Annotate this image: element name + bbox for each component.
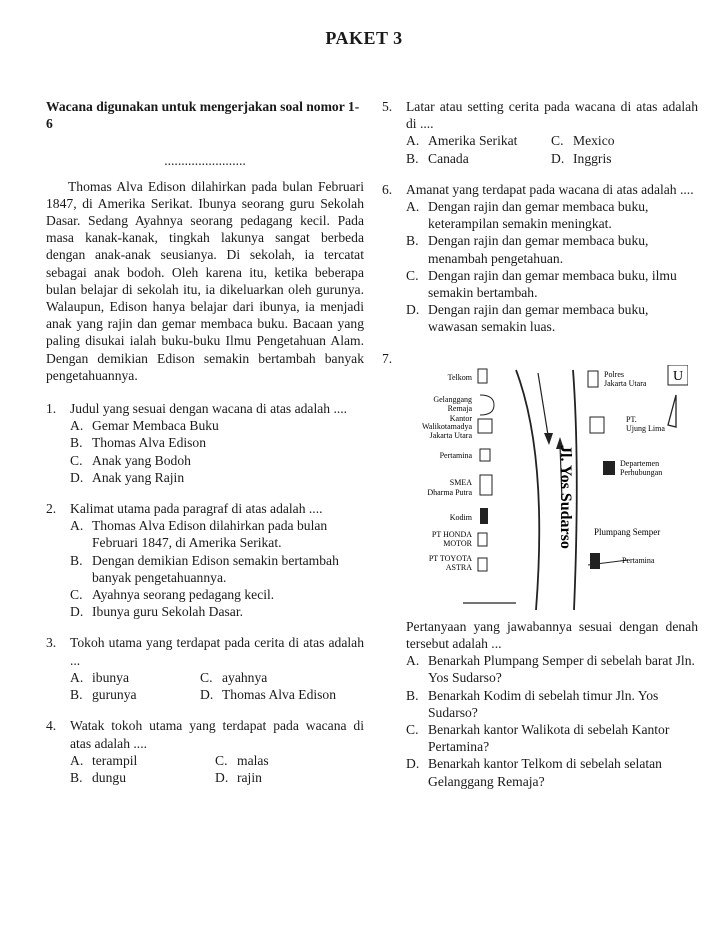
option[interactable] (406, 721, 698, 755)
question-text: Watak tokoh utama yang terdapat pada wacana di atas adalah .... (70, 718, 364, 751)
option-letter: D. (406, 302, 420, 318)
option[interactable] (551, 150, 698, 167)
map-label-astra: ASTRA (445, 562, 472, 572)
option-text: malas (237, 752, 269, 768)
option[interactable] (70, 417, 364, 434)
building-icon (478, 419, 492, 433)
street-name: Jl. Yos Sudarso (557, 444, 574, 549)
map-label-kodim: Kodim (449, 512, 472, 522)
option-letter: B. (70, 769, 83, 785)
option-text: Thomas Alva Edison (222, 687, 337, 703)
map-label-pt-honda: PT HONDA (431, 529, 472, 539)
option-text: Amerika Serikat (428, 133, 518, 149)
map-label-pertamina-right: Pertamina (622, 555, 655, 565)
option-letter: D. (406, 756, 420, 772)
left-column (46, 98, 364, 800)
option-text: Thomas Alva Edison (92, 435, 207, 451)
building-icon (478, 533, 487, 546)
map-label-motor: MOTOR (443, 538, 472, 548)
option-letter: C. (215, 752, 228, 768)
option-text: gurunya (92, 687, 137, 703)
option[interactable] (406, 232, 698, 266)
question-6 (382, 181, 698, 336)
right-column (382, 98, 698, 804)
question-text: Latar atau setting cerita pada wacana di atas adalah di .... (406, 99, 698, 132)
option-text: Benarkah kantor Telkom di sebelah selatan Gelanggang Remaja? (428, 756, 662, 789)
option[interactable] (406, 755, 698, 789)
option[interactable] (70, 769, 215, 786)
option-text: Ibunya guru Sekolah Dasar. (92, 604, 244, 620)
option-letter: A. (406, 199, 420, 215)
question-text: Tokoh utama yang terdapat pada cerita di atas adalah ... (70, 635, 364, 668)
page-title: PAKET 3 (325, 28, 403, 48)
option-letter: C. (70, 587, 83, 603)
option-letter: B. (70, 552, 83, 568)
building-icon (588, 371, 598, 387)
option-letter: B. (70, 435, 83, 451)
option-text: Benarkah kantor Walikota di sebelah Kantor Pertamina? (428, 722, 670, 755)
question-number: 5. (382, 99, 393, 114)
question-number: 3. (46, 635, 57, 651)
option-letter: B. (406, 150, 419, 166)
option-letter: D. (70, 604, 84, 620)
option[interactable] (215, 752, 364, 769)
option-letter: C. (70, 452, 83, 468)
question-7 (382, 350, 698, 790)
map-label-perhubungan: Perhubungan (620, 467, 663, 477)
question-1 (46, 400, 364, 486)
option-text: terampil (92, 752, 138, 768)
option-text: dungu (92, 769, 126, 785)
option[interactable] (406, 687, 698, 721)
question-2 (46, 500, 364, 620)
question-5 (382, 98, 698, 167)
building-icon (478, 369, 487, 383)
passage-text: Thomas Alva Edison dilahirkan pada bulan Februari 1847, di Amerika Serikat. Ibunya seorang guru Sekolah Dasar. Sedang Ayahnya seorang pedagang kecil. Pada masa kanak-kanak, tingkah lakunya sangat berbeda dengan anak-anak seusianya. Di sekolah, ia tercatat sebagai anak bodoh. Oleh karena itu, ketika beberapa bulan belajar di sekolah itu, ia dikeluarkan oleh gurunya. Walaupun, Edison hanya belajar dari ibunya, ia menjadi anak yang rajin dan gemar membaca buku. Bacaan yang paling disukai ialah buku-buku Ilmu Pengetahuan Alam. Dengan demikian Edison semakin bertambah banyak pengetahuannya. (46, 178, 364, 383)
option-text: Benarkah Kodim di sebelah timur Jln. Yos Sudarso? (428, 687, 659, 720)
building-icon (480, 449, 490, 461)
question-3 (46, 634, 364, 703)
option-letter: C. (551, 133, 564, 149)
option[interactable] (406, 150, 551, 167)
option[interactable] (406, 267, 698, 301)
separator: ........................ (164, 153, 246, 169)
option-text: Canada (428, 150, 469, 166)
option[interactable] (406, 132, 551, 149)
building-icon (590, 553, 600, 569)
option-letter: D. (70, 469, 84, 485)
option-letter: B. (406, 687, 419, 703)
option-text: Ayahnya seorang pedagang kecil. (92, 587, 275, 603)
option[interactable] (406, 198, 698, 232)
option[interactable] (551, 132, 698, 149)
option-letter: A. (70, 518, 84, 534)
option[interactable] (70, 669, 200, 686)
option[interactable] (70, 517, 364, 551)
option-text: Mexico (573, 133, 615, 149)
building-icon (603, 461, 615, 475)
option[interactable] (215, 769, 364, 786)
map-label-plumpang-semper: Plumpang Semper (594, 526, 661, 537)
question-text: Kalimat utama pada paragraf di atas adalah .... (70, 501, 323, 517)
map-label-telkom: Telkom (447, 372, 472, 382)
option[interactable] (406, 652, 698, 686)
map-label-dharma-putra: Dharma Putra (427, 487, 472, 497)
option[interactable] (70, 752, 215, 769)
option-text: Dengan rajin dan gemar membaca buku, ilmu semakin bertambah. (428, 267, 677, 301)
option-text: Anak yang Bodoh (92, 452, 191, 468)
building-icon (478, 558, 487, 571)
option[interactable] (70, 586, 364, 603)
map-label-remaja: Remaja (447, 403, 472, 413)
option[interactable] (70, 552, 364, 586)
map-label-walikotamadya: Walikotamadya (421, 421, 472, 431)
option[interactable] (200, 686, 364, 703)
map-label-gelanggang: Gelanggang (433, 394, 472, 404)
option-letter: C. (406, 722, 419, 738)
option-text: ibunya (92, 669, 129, 685)
option[interactable] (200, 669, 364, 686)
question-number: 2. (46, 501, 57, 517)
question-number: 4. (46, 718, 57, 734)
map-label-ujung-lima: Ujung Lima (626, 423, 665, 433)
map-label-kantor: Kantor (449, 413, 472, 423)
street-map (398, 365, 688, 610)
map-label-pertamina: Pertamina (439, 450, 472, 460)
option[interactable] (70, 686, 200, 703)
map-label-pt-toyota: PT TOYOTA (428, 553, 472, 563)
option-text: Anak yang Rajin (92, 469, 185, 485)
option-text: Dengan rajin dan gemar membaca buku, wawasan semakin luas. (428, 302, 649, 335)
map-label-jakarta-utara: Jakarta Utara (429, 430, 472, 440)
option-text: Dengan demikian Edison semakin bertambah banyak pengetahuannya. (92, 552, 339, 585)
option-text: Benarkah Plumpang Semper di sebelah barat Jln. Yos Sudarso? (428, 653, 695, 686)
north-label: U (672, 368, 684, 384)
option-text: ayahnya (222, 669, 268, 685)
option-letter: D. (200, 687, 214, 703)
option[interactable] (70, 469, 364, 486)
question-number: 6. (382, 181, 393, 197)
question-number: 1. (46, 401, 57, 417)
map-label-pt: PT. (626, 414, 637, 424)
question-text: Judul yang sesuai dengan wacana di atas adalah .... (70, 401, 348, 417)
question-text: Amanat yang terdapat pada wacana di atas adalah .... (406, 181, 694, 197)
option-text: Dengan rajin dan gemar membaca buku, keterampilan semakin meningkat. (428, 199, 649, 232)
building-icon (480, 475, 492, 495)
option[interactable] (70, 603, 364, 620)
option-text: Thomas Alva Edison dilahirkan pada bulan Februari 1847, di Amerika Serikat. (92, 518, 328, 551)
option-text: Inggris (573, 150, 612, 166)
option[interactable] (70, 434, 364, 451)
question-number: 7. (382, 350, 393, 366)
option[interactable] (70, 452, 364, 469)
map-label-departemen: Departemen (620, 458, 660, 468)
option[interactable] (406, 301, 698, 335)
option-letter: C. (406, 267, 419, 283)
option-letter: D. (551, 150, 565, 166)
option-text: Dengan rajin dan gemar membaca buku, menambah pengetahuan. (428, 233, 649, 266)
map-label-smea: SMEA (449, 477, 472, 487)
map-label-polres-jakarta-utara: Jakarta Utara (604, 378, 647, 388)
option-text: rajin (237, 769, 262, 785)
question-4 (46, 717, 364, 786)
option-letter: A. (70, 752, 84, 768)
option-letter: B. (70, 687, 83, 703)
question-text: Pertanyaan yang jawabannya sesuai dengan denah tersebut adalah ... (406, 618, 698, 652)
passage-intro: Wacana digunakan untuk mengerjakan soal nomor 1-6 (46, 99, 360, 132)
option-letter: A. (406, 653, 420, 669)
option-letter: A. (406, 133, 420, 149)
option-letter: A. (70, 418, 84, 434)
option-text: Gemar Membaca Buku (92, 418, 219, 434)
option-letter: A. (70, 669, 84, 685)
building-icon (590, 417, 604, 433)
map-label-polres: Polres (604, 369, 624, 379)
option-letter: D. (215, 769, 229, 785)
building-icon (480, 508, 488, 524)
option-letter: C. (200, 669, 213, 685)
option-letter: B. (406, 233, 419, 249)
